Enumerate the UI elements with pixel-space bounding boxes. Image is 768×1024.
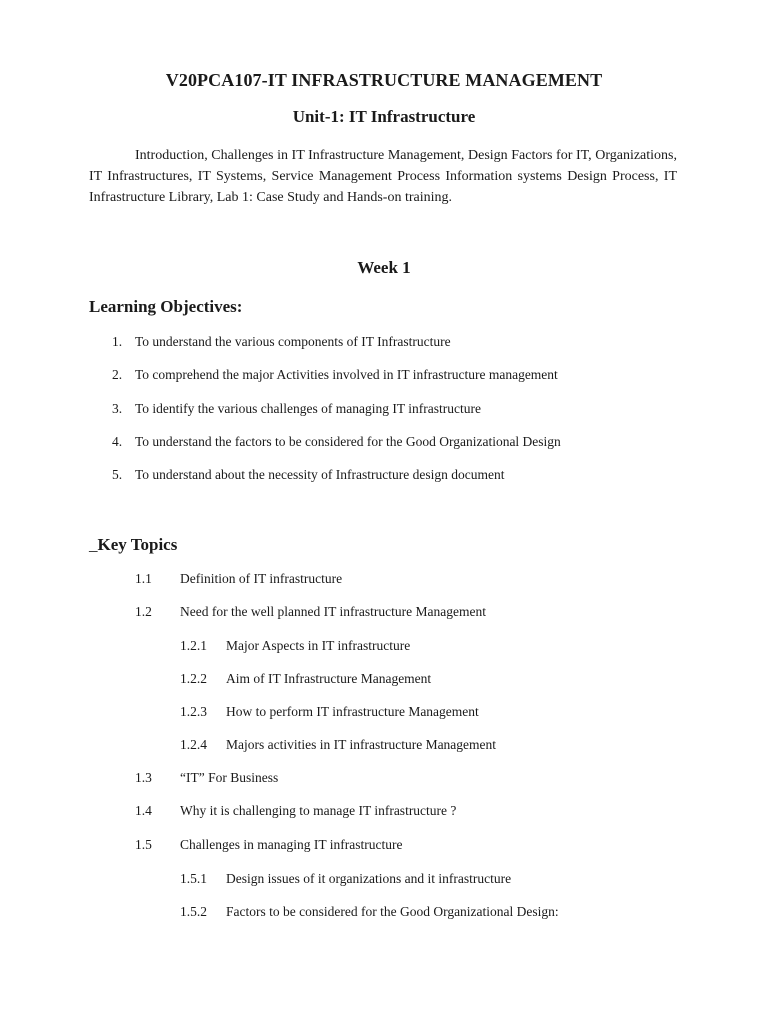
topic-text: Challenges in managing IT infrastructure [180, 837, 403, 852]
list-item-number: 4. [112, 434, 123, 449]
subtopic-item [180, 638, 410, 654]
topic-item [135, 604, 486, 620]
heading-marker: _ [89, 535, 98, 554]
list-item [112, 367, 558, 383]
list-item-number: 1. [112, 334, 123, 349]
list-item-number: 3. [112, 401, 123, 416]
topic-number: 1.5.2 [180, 904, 207, 919]
topic-number: 1.2 [135, 604, 152, 619]
topic-item [135, 803, 456, 819]
topic-text: Design issues of it organizations and it infrastructure [226, 871, 512, 886]
subtopic-item [180, 704, 479, 720]
topic-text: Aim of IT Infrastructure Management [226, 671, 432, 686]
list-item-number: 2. [112, 367, 123, 382]
subtopic-item [180, 671, 431, 687]
subtopic-item [180, 737, 496, 753]
list-item-text: To understand about the necessity of Infrastructure design document [135, 467, 505, 482]
list-item-text: To identify the various challenges of managing IT infrastructure [135, 401, 481, 416]
topic-number: 1.4 [135, 803, 152, 818]
topic-number: 1.2.3 [180, 704, 207, 719]
list-item-text: To comprehend the major Activities involved in IT infrastructure management [135, 367, 558, 382]
course-title: V20PCA107-IT INFRASTRUCTURE MANAGEMENT [165, 70, 603, 90]
topic-text: Major Aspects in IT infrastructure [226, 638, 411, 653]
key-topics-heading-text: Key Topics [97, 535, 178, 554]
topic-item [135, 571, 342, 587]
learning-objectives-heading: Learning Objectives: [89, 297, 243, 316]
list-item [112, 401, 481, 417]
list-item [112, 467, 504, 483]
topic-number: 1.2.2 [180, 671, 207, 686]
topic-text: Majors activities in IT infrastructure Management [226, 737, 497, 752]
topic-text: “IT” For Business [180, 770, 279, 785]
topic-text: How to perform IT infrastructure Management [226, 704, 479, 719]
subtopic-item [180, 871, 511, 887]
topic-number: 1.1 [135, 571, 152, 586]
list-item-number: 5. [112, 467, 123, 482]
topic-number: 1.2.1 [180, 638, 207, 653]
list-item-text: To understand the factors to be considered for the Good Organizational Design [135, 434, 561, 449]
list-item [112, 434, 561, 450]
topic-text: Factors to be considered for the Good Organizational Design: [226, 904, 559, 919]
list-item-text: To understand the various components of IT Infrastructure [135, 334, 451, 349]
topic-number: 1.3 [135, 770, 152, 785]
topic-text: Why it is challenging to manage IT infrastructure ? [180, 803, 457, 818]
topic-item [135, 770, 278, 786]
topic-text: Definition of IT infrastructure [180, 571, 343, 586]
topic-number: 1.5.1 [180, 871, 207, 886]
key-topics-heading [89, 535, 177, 555]
subtopic-item [180, 904, 559, 920]
topic-item [135, 837, 402, 853]
week-title: Week 1 [357, 258, 411, 277]
topic-number: 1.5 [135, 837, 152, 852]
list-item [112, 334, 451, 350]
topic-number: 1.2.4 [180, 737, 207, 752]
topic-text: Need for the well planned IT infrastructure Management [180, 604, 487, 619]
unit-introduction: Introduction, Challenges in IT Infrastructure Management, Design Factors for IT, Organizations, IT Infrastructures, IT Systems, Service Management Process Information systems Design Process, IT Infrastructure Library, Lab 1: Case Study and Hands-on training. [89, 148, 677, 205]
unit-title: Unit-1: IT Infrastructure [292, 107, 476, 126]
